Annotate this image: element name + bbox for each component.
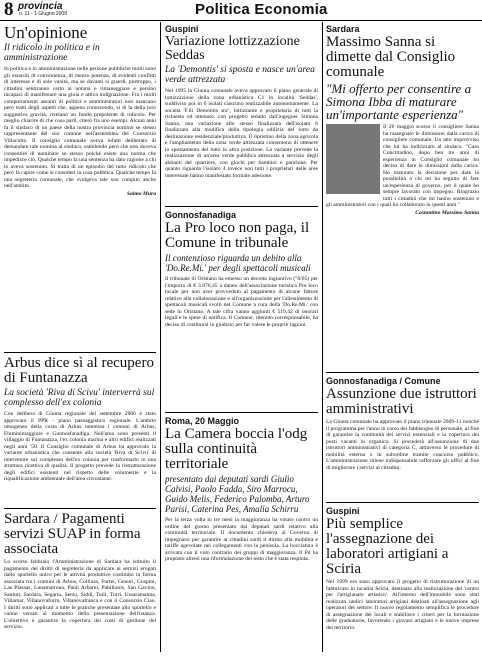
column-divider <box>322 22 323 652</box>
sardara-suap-article <box>4 512 156 654</box>
article-title: La Camera boccia l'odg sulla continuità territoriale <box>165 426 308 472</box>
article-body: Con delibera di Giunta regionale del settembre 2006 è stato approvato il PPR - piano paesaggistico regionale. L'ambito omogeneo della costa di Arbus interessa i comuni di Arbus, Fluminimaggiore e Gonnosfanadiga. Nell'area sono presenti il villaggio di Funtanazza, l'ex colonia marina e altri edifici realizzati negli anni '50. Il Consiglio comunale di Arbus ha approvato la variante urbanistica che consente alla società 'Riva di Scivu' di intervenire sul complesso dell'ex colonia per trasformarlo in una struttura ricettiva di qualità. Il progetto prevede la ristrutturazione degli edifici esistenti nel rispetto delle volumetrie e la riqualificazione ambientale dell'area circostante. <box>4 411 156 482</box>
article-body: Il tribunale di Oristano ha emesso un decreto ingiuntivo ("8/05) per l'importo di € 3.876,45 a danno dell'associazione turistica Pro loco locale per non aver provveduto al pagamento di alcune fatture relative alla collaborazione e all'organizzazione per l'allestimento di spettacoli musicali svolti nel Comune a cura della 'Do.Re.Mi.' con sede in Oristano. A tale cifra vanno aggiunti € 519,42 di onorari legali e le spese di notifica. Il Comune, ritenuto corresponsabile, ha deciso di costituirsi in giudizio per far valere le proprie ragioni. <box>165 276 318 328</box>
article-deck: Il contenzioso riguarda un debito alla 'Do.Re.Mi.' per degli spettacoli musicali <box>165 253 311 273</box>
column-divider <box>160 22 161 652</box>
article-kicker: Sardara <box>326 24 360 34</box>
article-subtitle: La 'Demontis' si sposta e nasce un'area verde attrezzata <box>165 65 315 85</box>
roma-article <box>165 416 318 654</box>
guspini-artigiani-article <box>326 506 479 654</box>
guspini-seddas-article <box>165 24 318 204</box>
article-title: Assunzione due istruttori amministrativi <box>326 386 477 417</box>
article-deck: presentato dai deputati sardi Giulio Calvisi, Paolo Fadda, Siro Marrocu, Guido Melis, Federico Palomba, Arturo Parisi, Caterina Pes, Amalia Schirru <box>165 474 310 514</box>
article-body: La Giunta comunale ha approvato il piano triennale 2009-11 nonché il programma per l'anno in corso del fabbisogno di personale, al fine di garantire la continuità dei servizi essenziali e la copertura dei posti vacanti in organico. Si procederà all'assunzione di due istruttori amministrativi di categoria C, attraverso le procedure di mobilità esterna o in subordine tramite concorso pubblico. L'amministrazione ritiene indispensabile rafforzare gli uffici al fine di migliorare i servizi ai cittadini. <box>326 419 479 471</box>
portrait-photo <box>326 124 380 194</box>
article-body: Lo scorso febbraio l'Amministrazione di Sardara ha istituito il pagamento dei diritti di segreteria da applicare ai servizi erogati dallo sportello unico per le attività produttive costituito in forma associata tra i comuni di Arbus, Collinas, Furtei, Genuri, Guspini, Las Plassas, Lunamatrona, Pauli Arbarei, Pabillonis, San Gavino, Sanluri, Sardara, Segariu, Setzu, Siddi, Tuili, Turri, Ussaramanna, Villamar, Villanovaforru, Villanovafranca e con il Consorzio Ciao. I diritti sono applicati a tutte le pratiche presentate allo sportello e vanno versati al momento della presentazione dell'istanza. L'obiettivo è garantire la copertura dei costi di gestione del servizio. <box>4 559 156 630</box>
page-number: 8 <box>4 0 14 20</box>
issue-date: n. 11 - 1 Giugno 2009 <box>19 11 67 17</box>
article-body: Il 26 maggio scorso il consigliere Sanna ha rassegnato le dimissioni dalla carica di consigliere comunale. Un atto improvviso che lui ha indirizzato al sindaco. "Caro Concittadino, dopo ben tre anni di esperienza in Consiglio comunale ho deciso di dare le dimissioni dalla carica. Ho maturato la decisione per dare la possibilità a chi mi ha seguito di fare un'esperienza di governo, per il quale ho sempre lavorato con impegno. Ringrazio tutti i cittadini che mi hanno sostenuto e gli amministratori con i quali ho collaborato in questi anni." <box>326 124 479 208</box>
article-title: Più semplice l'assegnazione dei laboratori artigiani a Sciria <box>326 516 449 577</box>
article-subtitle: Il ridicolo in politica e in amministrazione <box>4 43 100 63</box>
article-subtitle: La società 'Riva di Scivu' interverrà sul complesso dell'ex colonia <box>4 388 155 408</box>
article-body: In politica e in amministrazione nelle persone pubbliche molti sono gli ostacoli di convenienza, di mezzo potenza, di evidenti conflitti di interesse e di sole vanità, ma se davanti si guardi, purtroppo, i cittadini sentiranno certo ai notarsi e rimaneggiare e persino incapaci di manifestare una gioia e attiva indignazione. Fra i molti comportamenti assunti di politici e amministratori non mancano però tratti degli aspetti che, appena conoscendo, si di la della loro suggestiva gravità, rivelano un fondo prepotente di ridicolo. Per meglio chiarire di che cosa parli, citerò fra uno esempi. Alcuni anni fa il sindaco di un paese della nostra provincia nominò se stesso rappresentante del suo comune nell'assemblea del Consorzio Villacidro. Il consiglio comunale aveva infatti deliberato di demandare tale nomina al sindaco, stabilendo però che non doveva consentire di nominare se stesso poiché esiste una norma che impedisce ciò. Qualche tempo fa una sentenza ha dato ragione a chi lo aveva sostenuto. Si tratta di un episodio del tutto ridicolo che però fa capire come si consideri la cosa pubblica. Qualche tempo fa una segreteria comunale, che svolgeva tale suo compito anche nell'ambito. <box>4 66 156 189</box>
rule <box>165 412 318 413</box>
rule <box>4 352 156 353</box>
article-body: Nel 1999 era stato approvato il progetto di ristrutturazione di un fabbricato in località Sciria, destinato alla realizzazione del 'centro per l'artigianato artistico'. All'interno dell'immobile sono stati realizzati undici laboratori artigiani destinati all'assegnazione agli operatori del settore. Il nuovo regolamento semplifica le procedure di assegnazione dei locali e stabilisce i criteri per la formazione delle graduatorie, favorendo i giovani artigiani e le nuove imprese del territorio. <box>326 579 479 631</box>
article-title: Variazione lottizzazione Seddas <box>165 34 300 63</box>
article-title: Arbus dice sì al recupero di Funtanazza <box>4 356 154 386</box>
article-kicker: Gonnosfanadiga / Comune <box>326 376 441 386</box>
article-body: Nel 1995 la Giunta comunale aveva approvato il piano generale di lottizzazione della zona urbanistica C1 in località 'Seddas', suddiviso poi in 6 isolati ciascuno realizzabile autonomamente. La società 'F.lli Demontis snc', lottizzante e proprietaria di tutti la richiesto ed ottenuto, con progetto redatto dall'ingegner Simona Sanna, una variazione allo stesso finalizzata dell'isolato 6 finalizzata alla modifica della tipologia edilizia del lotto da destinazione residenziale/produttiva. Il ripristino della zona agricola e l'ampliamento della zona verde attrezzata consentono di ottenere lo spostamento del lotto in altra posizione. La variante prevede la realizzazione di un'area verde pubblica attrezzata a servizio degli abitanti del quartiere, con giochi per bambini e panchine. Per quanto riguarda l'isolato 4 invece non tutti i proprietari delle aree interessate hanno manifestato formale adesione. <box>165 88 318 179</box>
rule <box>165 206 318 207</box>
article-title: Massimo Sanna si dimette dal Consiglio comunale <box>326 34 456 80</box>
masthead <box>0 0 482 21</box>
rule <box>4 508 156 509</box>
article-body: Per la terza volta in tre mesi la maggioranza ha votato contro un ordine del giorno presentato dai deputati sardi relativo alla continuità territoriale. Il documento chiedeva al Governo di impegnarsi per garantire ai cittadini sardi il diritto alla mobilità e tariffe agevolate nei collegamenti con la penisola. La bocciatura è arrivata con il voto contrario dei gruppi di maggioranza. Il Pd ha proposto altresì una riformulazione del testo che è stata respinta. <box>165 517 318 562</box>
article-kicker: Roma, 20 Maggio <box>165 416 240 426</box>
newspaper-logo: provincia <box>18 1 63 12</box>
article-signature: Costantino Massimo Sanna <box>415 209 479 216</box>
gonnos-assunzione-article <box>326 376 479 500</box>
article-quote: "Mi offerto per consentire a Simona Ibba di maturare un'importante esperienza" <box>326 81 472 122</box>
article-kicker: Gonnosfanadiga <box>165 210 237 220</box>
section-title: Politica Economia <box>195 1 328 18</box>
arbus-article <box>4 356 156 506</box>
article-title: Sardara / Pagamenti servizi SUAP in forma associata <box>4 512 141 557</box>
article-kicker: Guspini <box>165 24 199 34</box>
sanna-article <box>326 24 479 370</box>
rule <box>326 502 479 503</box>
article-kicker: Guspini <box>326 506 360 516</box>
gonnos-proloco-article <box>165 210 318 410</box>
rule <box>326 372 479 373</box>
article-signature: Saimo Mura <box>126 190 156 197</box>
opinion-article <box>4 24 156 350</box>
article-title: La Pro loco non paga, il Comune in tribunale <box>165 220 310 251</box>
article-title: Un'opinione <box>4 24 88 42</box>
